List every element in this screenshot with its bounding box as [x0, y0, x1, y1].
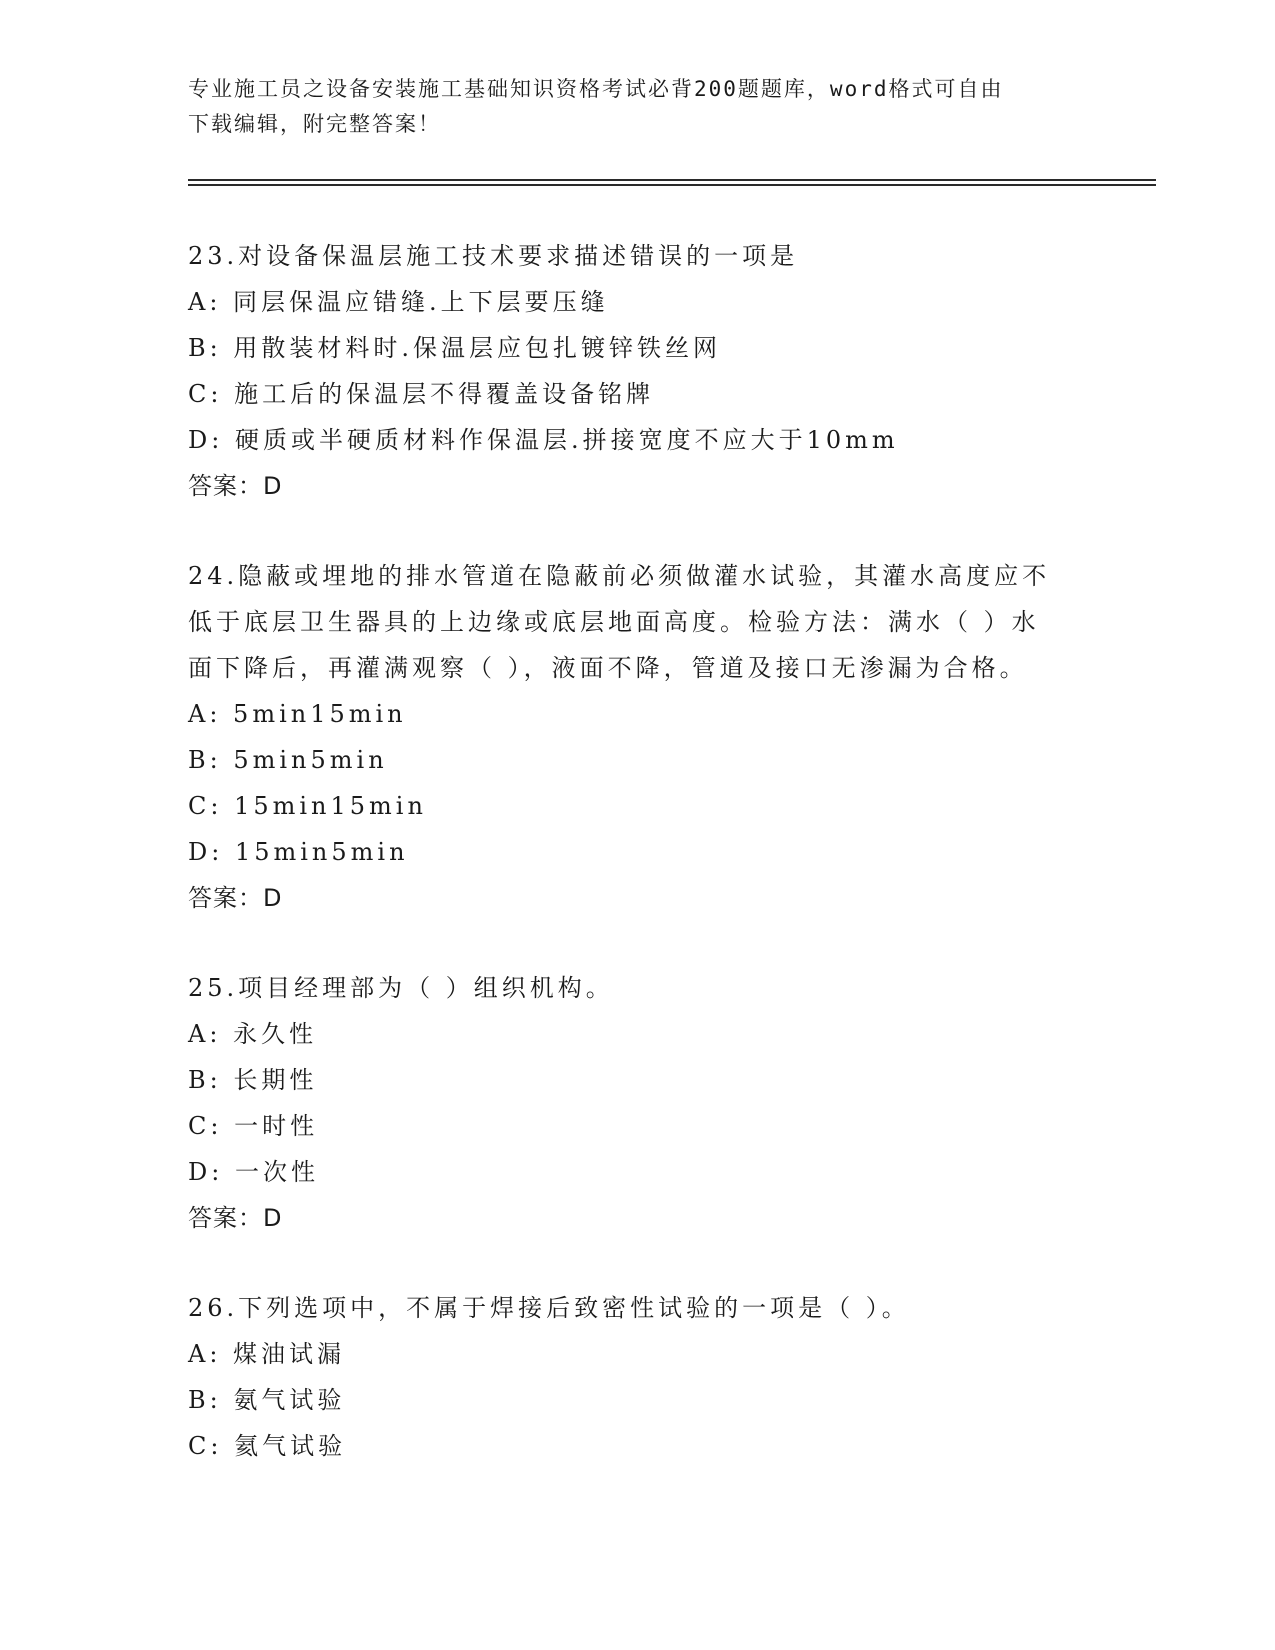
option-c: C: 施工后的保温层不得覆盖设备铭牌 [188, 380, 655, 408]
answer-label: 答案：D [188, 884, 283, 912]
question-stem: 低于底层卫生器具的上边缘或底层地面高度。检验方法：满水（ ）水 [188, 608, 1040, 636]
option-a: A: 煤油试漏 [188, 1340, 346, 1368]
document-header [188, 72, 1068, 142]
option-d: D: 一次性 [188, 1158, 319, 1186]
header-line-1: 专业施工员之设备安装施工基础知识资格考试必背200题题库，word格式可自由 [188, 77, 1004, 101]
option-a: A: 5min15min [188, 700, 407, 728]
option-b: B: 5min5min [188, 746, 388, 774]
option-c: C: 一时性 [188, 1112, 319, 1140]
header-line-2: 下载编辑，附完整答案！ [188, 112, 441, 136]
question-stem: 26.下列选项中，不属于焊接后致密性试验的一项是（ ）。 [188, 1294, 910, 1322]
answer-label: 答案：D [188, 472, 283, 500]
option-c: C: 15min15min [188, 792, 427, 820]
option-d: D: 15min5min [188, 838, 409, 866]
question-stem: 23.对设备保温层施工技术要求描述错误的一项是 [188, 242, 799, 270]
question-list [188, 233, 1088, 1513]
option-c: C: 氦气试验 [188, 1432, 347, 1460]
answer-label: 答案：D [188, 1204, 283, 1232]
question-stem: 面下降后，再灌满观察（ ），液面不降，管道及接口无渗漏为合格。 [188, 654, 1028, 682]
question-26 [188, 1285, 1088, 1469]
option-b: B: 长期性 [188, 1066, 318, 1094]
question-stem: 24.隐蔽或埋地的排水管道在隐蔽前必须做灌水试验，其灌水高度应不 [188, 562, 1051, 590]
question-stem: 25.项目经理部为（ ）组织机构。 [188, 974, 614, 1002]
option-b: B: 氨气试验 [188, 1386, 346, 1414]
question-25 [188, 965, 1088, 1241]
question-24 [188, 553, 1088, 921]
option-a: A: 永久性 [188, 1020, 318, 1048]
option-a: A: 同层保温应错缝.上下层要压缝 [188, 288, 609, 316]
option-b: B: 用散装材料时.保温层应包扎镀锌铁丝网 [188, 334, 721, 362]
option-d: D: 硬质或半硬质材料作保温层.拼接宽度不应大于10mm [188, 426, 899, 454]
header-divider-bottom [188, 184, 1156, 186]
question-23 [188, 233, 1088, 509]
header-divider-top [188, 179, 1156, 181]
